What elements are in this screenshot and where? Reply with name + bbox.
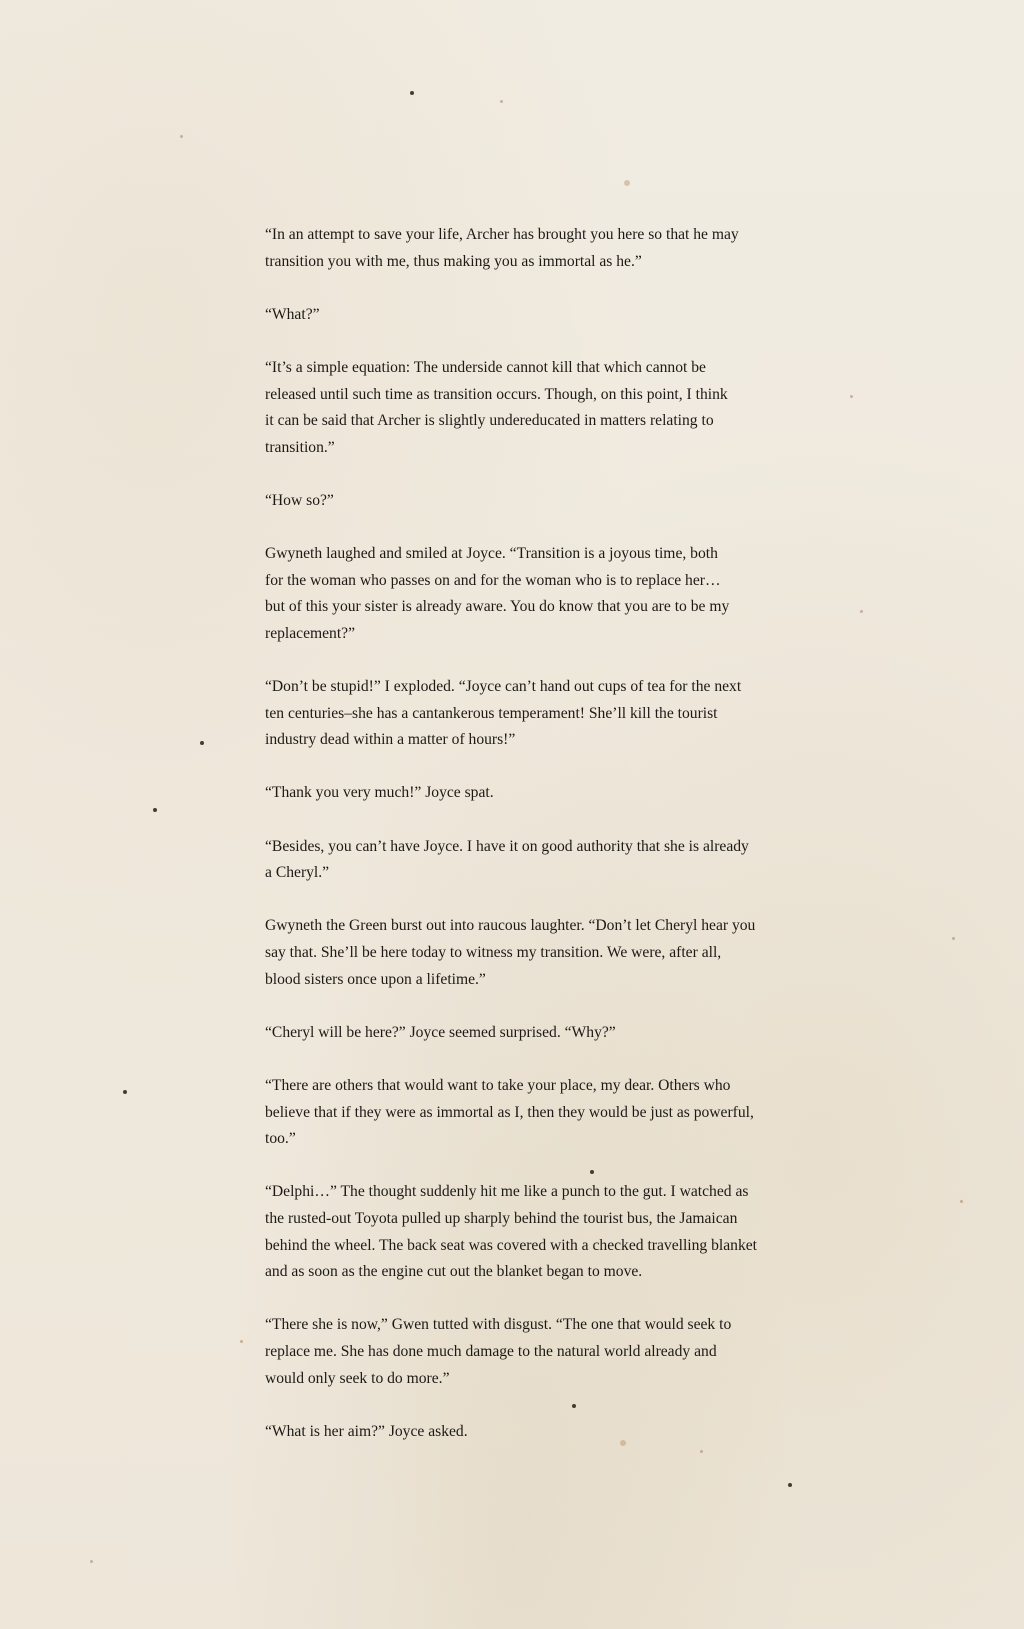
body-text (265, 222, 845, 1472)
paragraph: “How so?” (265, 491, 334, 509)
speck (200, 741, 204, 745)
paragraph: Gwyneth the Green burst out into raucous laughter. “Don’t let Cheryl hear you say that. She’ll be here today to witness my transition. We were, after all, blood sisters once upon a lifetime.” (265, 917, 756, 988)
speck (788, 1483, 792, 1487)
paragraph: “Besides, you can’t have Joyce. I have it on good authority that she is already a Cheryl.” (265, 837, 749, 882)
speck (500, 100, 503, 103)
speck (860, 610, 863, 613)
speck (410, 91, 414, 95)
paragraph: “Delphi…” The thought suddenly hit me like a punch to the gut. I watched as the rusted-out Toyota pulled up sharply behind the tourist bus, the Jamaican behind the wheel. The back seat was covered with a checked travelling blanket and as soon as the engine cut out the blanket began to move. (265, 1183, 758, 1281)
speck (180, 135, 183, 138)
speck (153, 808, 157, 812)
paragraph: “There she is now,” Gwen tutted with disgust. “The one that would seek to replace me. She has done much damage to the natural world already and would only seek to do more.” (265, 1316, 732, 1387)
speck (240, 1340, 243, 1343)
paragraph: “In an attempt to save your life, Archer has brought you here so that he may transition you with me, thus making you as immortal as he.” (265, 226, 739, 270)
speck (952, 937, 955, 940)
speck (850, 395, 853, 398)
paragraph: “Cheryl will be here?” Joyce seemed surprised. “Why?” (265, 1023, 616, 1041)
speck (123, 1090, 127, 1094)
speck (624, 180, 630, 186)
paragraph: “What is her aim?” Joyce asked. (265, 1422, 468, 1440)
paragraph: “Don’t be stupid!” I exploded. “Joyce can’t hand out cups of tea for the next ten centuries–she has a cantankerous temperament! She’ll kill the tourist industry dead within a matter of hours!” (265, 678, 742, 749)
speck (960, 1200, 963, 1203)
paragraph: Gwyneth laughed and smiled at Joyce. “Transition is a joyous time, both for the woman who passes on and for the woman who is to replace her… but of this your sister is already aware. You do know that you are to be my replacement?” (265, 545, 730, 642)
paragraph: “It’s a simple equation: The underside cannot kill that which cannot be released until such time as transition occurs. Though, on this point, I think it can be said that Archer is slightly undereducated in matters relating to transition.” (265, 358, 728, 456)
paragraph: “What?” (265, 305, 320, 323)
speck (90, 1560, 93, 1563)
paragraph: “Thank you very much!” Joyce spat. (265, 784, 494, 802)
paragraph: “There are others that would want to take your place, my dear. Others who believe that if they were as immortal as I, then they would be just as powerful, too.” (265, 1077, 754, 1148)
